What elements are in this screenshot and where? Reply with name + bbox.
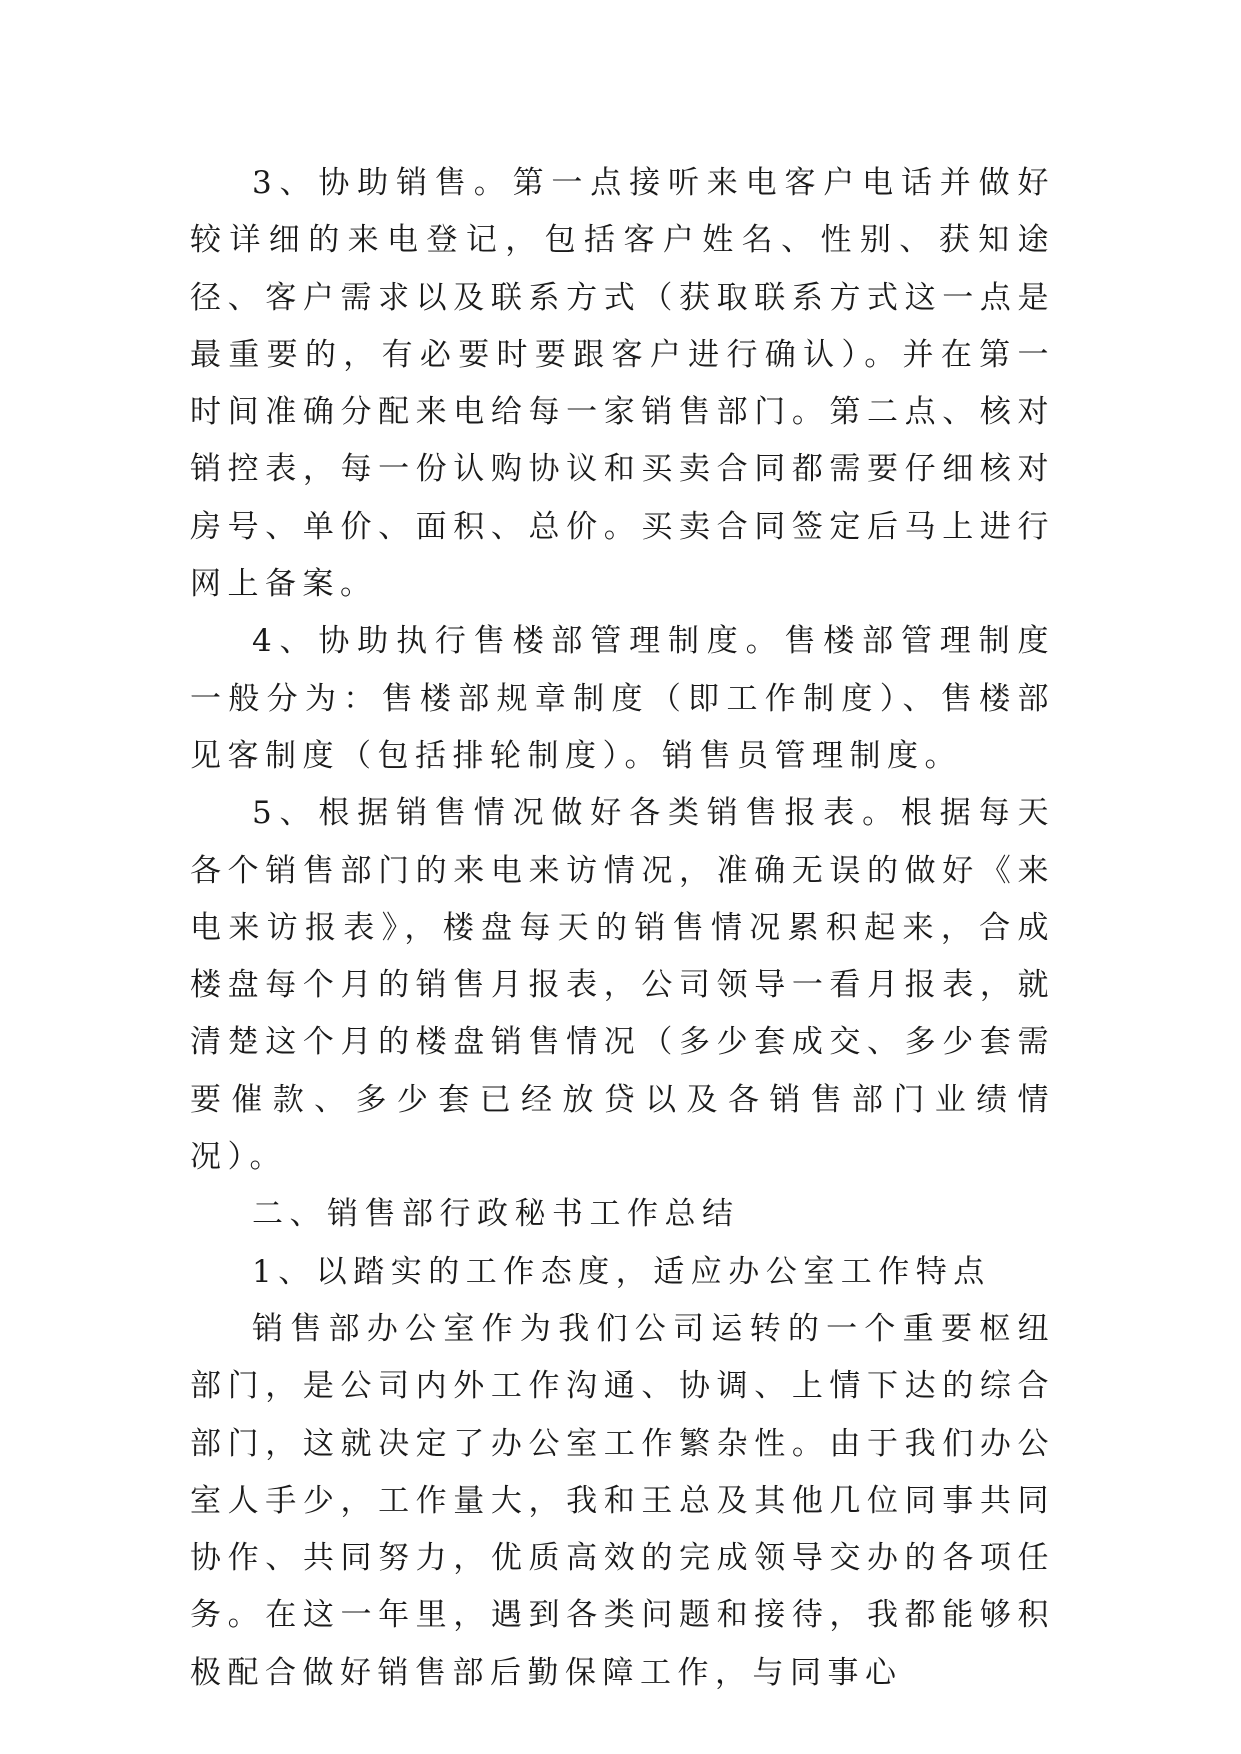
subheading-work-attitude: 1、以踏实的工作态度，适应办公室工作特点	[252, 1253, 991, 1290]
paragraph-sales-office-rules: 4、协助执行售楼部管理制度。售楼部管理制度一般分为：售楼部规章制度（即工作制度）、售楼部见客制度（包括排轮制度）。销售员管理制度。	[190, 623, 1055, 774]
paragraph-office-role: 销售部办公室作为我们公司运转的一个重要枢纽部门，是公司内外工作沟通、协调、上情下达的综合部门，这就决定了办公室工作繁杂性。由于我们办公室人手少，工作量大，我和王总及其他几位同事共同协作、共同努力，优质高效的完成领导交办的各项任务。在这一年里，遇到各类问题和接待，我都能够积极配合做好销售部后勤保障工作，与同事心	[190, 1310, 1055, 1691]
paragraph-sales-reports: 5、根据销售情况做好各类销售报表。根据每天各个销售部门的来电来访情况，准确无误的做好《来电来访报表》，楼盘每天的销售情况累积起来，合成楼盘每个月的销售月报表，公司领导一看月报表，就清楚这个月的楼盘销售情况（多少套成交、多少套需要催款、多少套已经放贷以及各销售部门业绩情况）。	[190, 795, 1055, 1176]
document-body	[190, 155, 1055, 1702]
paragraph-assist-sales: 3、协助销售。第一点接听来电客户电话并做好较详细的来电登记，包括客户姓名、性别、获知途径、客户需求以及联系方式（获取联系方式这一点是最重要的，有必要时要跟客户进行确认）。并在第一时间准确分配来电给每一家销售部门。第二点、核对销控表，每一份认购协议和买卖合同都需要仔细核对房号、单价、面积、总价。买卖合同签定后马上进行网上备案。	[190, 165, 1055, 603]
section-heading-secretary-summary: 二、销售部行政秘书工作总结	[252, 1196, 740, 1233]
